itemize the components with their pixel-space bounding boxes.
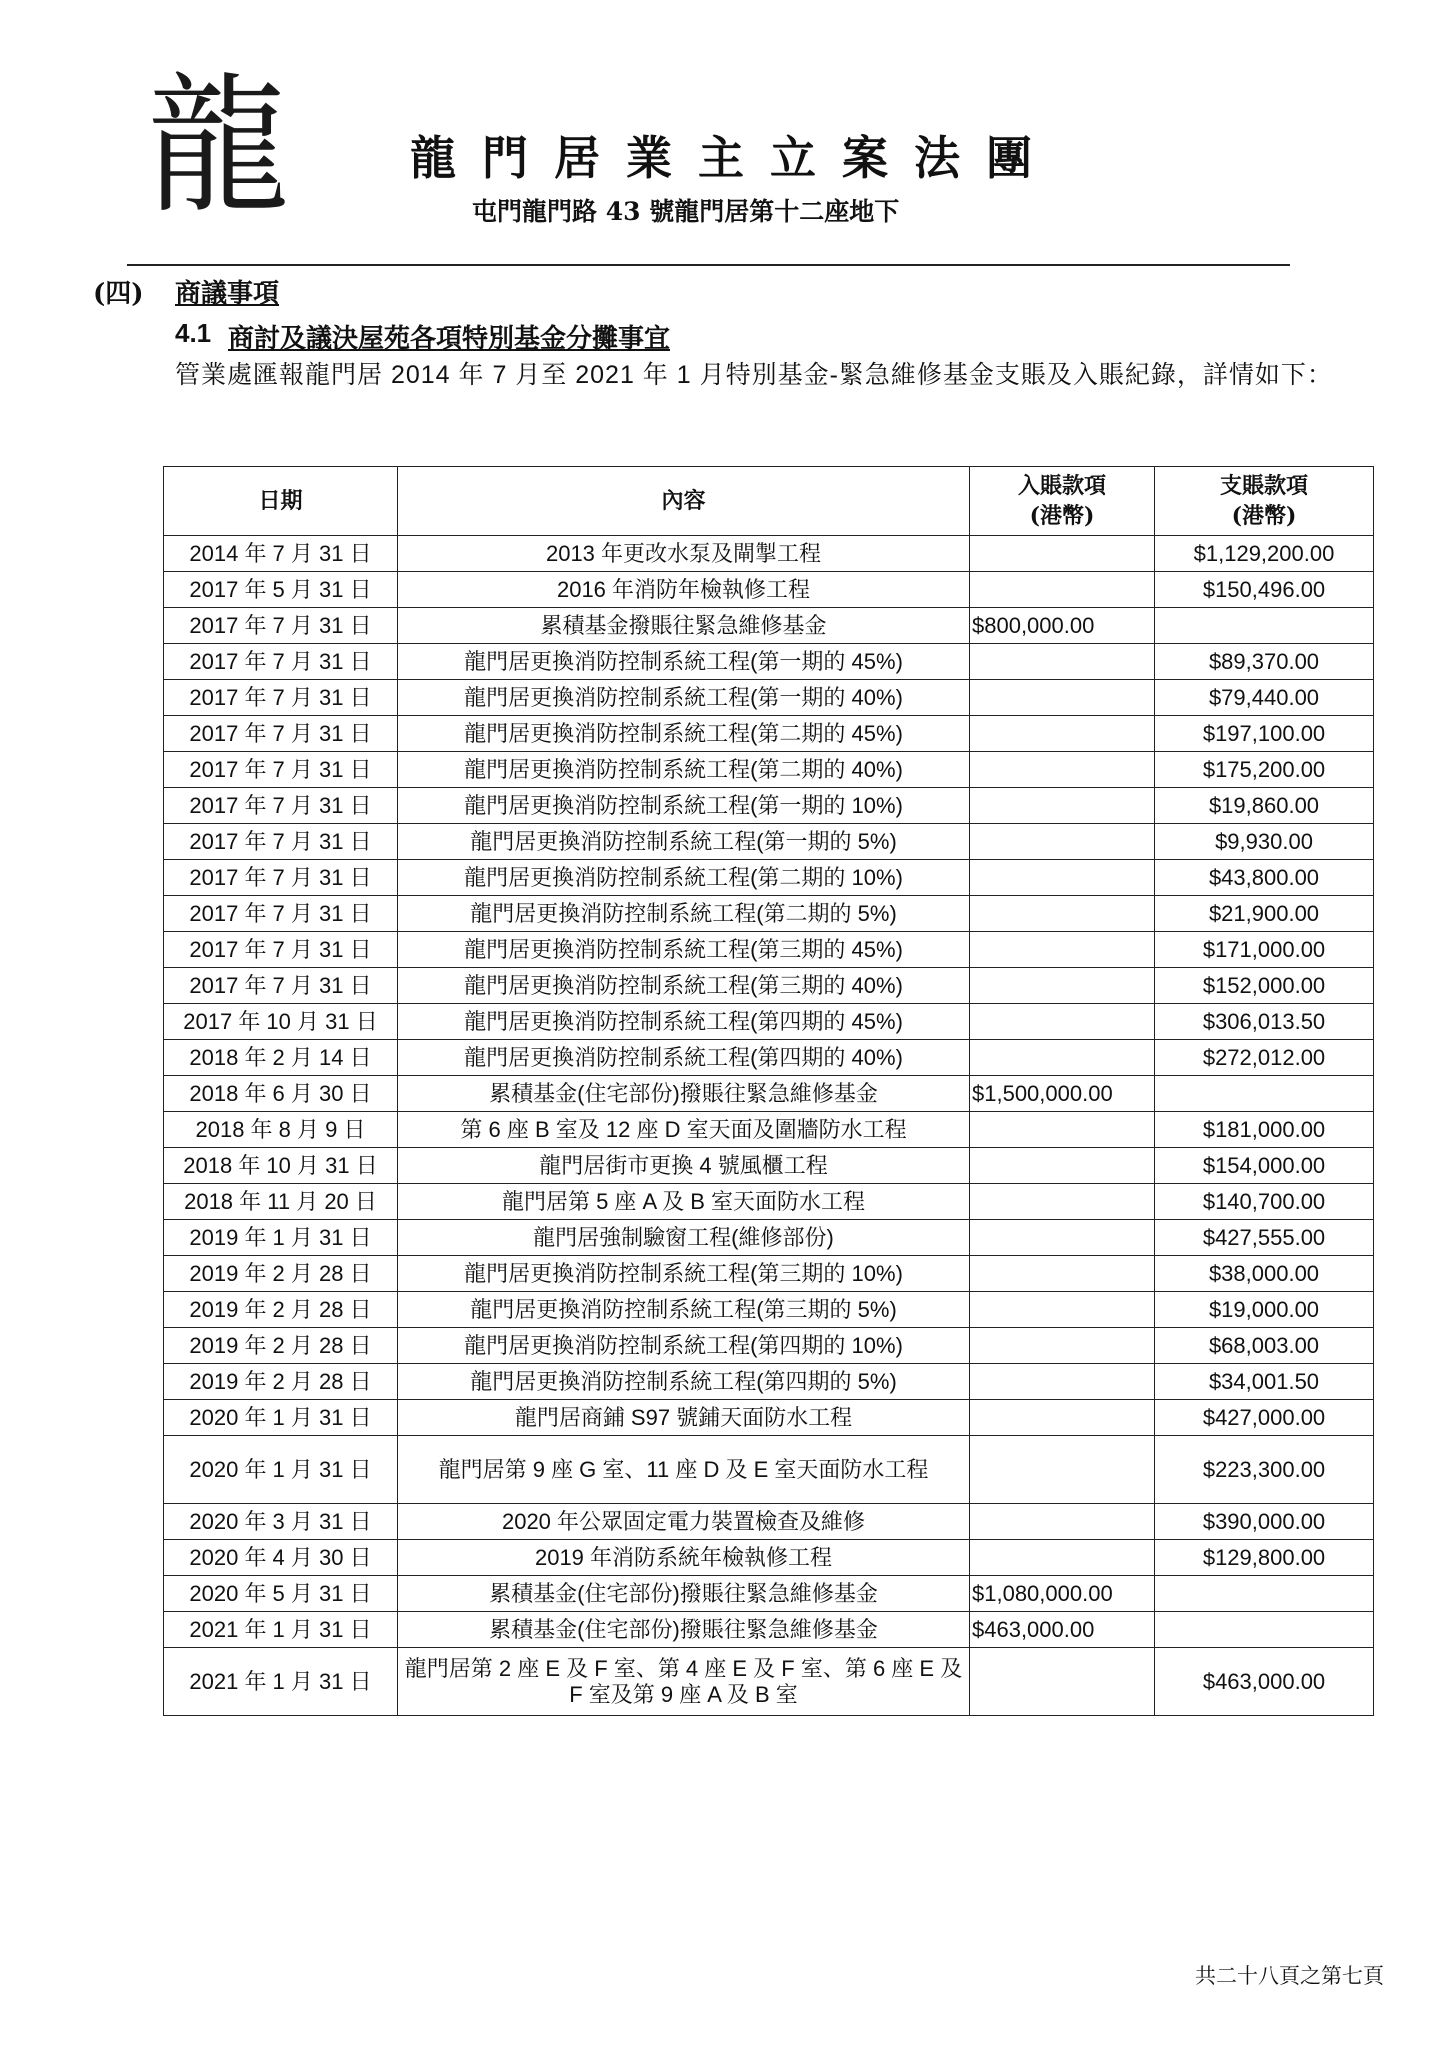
table-row (164, 716, 1374, 752)
cell-date: 2017 年 7 月 31 日 (164, 752, 398, 788)
table-row (164, 608, 1374, 644)
cell-debit: $152,000.00 (1155, 968, 1374, 1004)
header-content: 內容 (398, 467, 970, 536)
cell-debit: $150,496.00 (1155, 572, 1374, 608)
table-row (164, 644, 1374, 680)
table-row (164, 1292, 1374, 1328)
table-row (164, 860, 1374, 896)
cell-content: 龍門居更換消防控制系統工程(第三期的 10%) (398, 1256, 970, 1292)
cell-date: 2021 年 1 月 31 日 (164, 1612, 398, 1648)
cell-credit (970, 572, 1155, 608)
cell-date: 2019 年 1 月 31 日 (164, 1220, 398, 1256)
cell-date: 2019 年 2 月 28 日 (164, 1292, 398, 1328)
cell-debit: $181,000.00 (1155, 1112, 1374, 1148)
table-row (164, 1576, 1374, 1612)
cell-content: 龍門居商鋪 S97 號鋪天面防水工程 (398, 1400, 970, 1436)
table-row (164, 1540, 1374, 1576)
cell-credit (970, 896, 1155, 932)
table-body (164, 536, 1374, 1716)
cell-date: 2017 年 7 月 31 日 (164, 860, 398, 896)
cell-date: 2017 年 7 月 31 日 (164, 788, 398, 824)
fund-ledger-table (163, 466, 1374, 1716)
cell-date: 2014 年 7 月 31 日 (164, 536, 398, 572)
organization-name: 龍門居業主立案法團 (410, 131, 1058, 185)
cell-content: 累積基金撥賬往緊急維修基金 (398, 608, 970, 644)
cell-content: 龍門居強制驗窗工程(維修部份) (398, 1220, 970, 1256)
table-row (164, 1004, 1374, 1040)
cell-credit (970, 1328, 1155, 1364)
cell-credit: $1,500,000.00 (970, 1076, 1155, 1112)
cell-date: 2019 年 2 月 28 日 (164, 1256, 398, 1292)
cell-debit: $463,000.00 (1155, 1648, 1374, 1716)
cell-content: 龍門居更換消防控制系統工程(第二期的 40%) (398, 752, 970, 788)
cell-content: 累積基金(住宅部份)撥賬往緊急維修基金 (398, 1612, 970, 1648)
cell-debit: $43,800.00 (1155, 860, 1374, 896)
cell-content: 龍門居更換消防控制系統工程(第二期的 45%) (398, 716, 970, 752)
cell-date: 2020 年 3 月 31 日 (164, 1504, 398, 1540)
cell-content: 龍門居更換消防控制系統工程(第二期的 5%) (398, 896, 970, 932)
cell-date: 2020 年 5 月 31 日 (164, 1576, 398, 1612)
cell-date: 2019 年 2 月 28 日 (164, 1328, 398, 1364)
table-row (164, 1112, 1374, 1148)
cell-credit (970, 752, 1155, 788)
cell-debit: $89,370.00 (1155, 644, 1374, 680)
cell-date: 2017 年 7 月 31 日 (164, 932, 398, 968)
cell-debit: $390,000.00 (1155, 1504, 1374, 1540)
cell-credit: $463,000.00 (970, 1612, 1155, 1648)
cell-date: 2017 年 7 月 31 日 (164, 896, 398, 932)
cell-debit: $68,003.00 (1155, 1328, 1374, 1364)
page-number: 共二十八頁之第七頁 (1195, 1964, 1384, 1988)
cell-content: 龍門居第 2 座 E 及 F 室、第 4 座 E 及 F 室、第 6 座 E 及 F 室及第 9 座 A 及 B 室 (398, 1648, 970, 1716)
section-title: 商議事項 (175, 279, 280, 309)
cell-date: 2017 年 7 月 31 日 (164, 644, 398, 680)
cell-debit: $154,000.00 (1155, 1148, 1374, 1184)
cell-content: 龍門居更換消防控制系統工程(第二期的 10%) (398, 860, 970, 896)
cell-content: 2019 年消防系統年檢執修工程 (398, 1540, 970, 1576)
table-row (164, 1040, 1374, 1076)
table-row (164, 1220, 1374, 1256)
cell-date: 2017 年 7 月 31 日 (164, 968, 398, 1004)
cell-credit (970, 680, 1155, 716)
cell-debit: $19,000.00 (1155, 1292, 1374, 1328)
cell-content: 龍門居更換消防控制系統工程(第四期的 45%) (398, 1004, 970, 1040)
table-row (164, 788, 1374, 824)
cell-date: 2017 年 7 月 31 日 (164, 680, 398, 716)
cell-date: 2017 年 7 月 31 日 (164, 608, 398, 644)
table-row (164, 1184, 1374, 1220)
cell-credit (970, 932, 1155, 968)
cell-date: 2019 年 2 月 28 日 (164, 1364, 398, 1400)
table-row (164, 680, 1374, 716)
cell-date: 2017 年 7 月 31 日 (164, 716, 398, 752)
cell-credit (970, 716, 1155, 752)
cell-content: 龍門居更換消防控制系統工程(第一期的 45%) (398, 644, 970, 680)
table-row (164, 968, 1374, 1004)
cell-content: 龍門居更換消防控制系統工程(第三期的 40%) (398, 968, 970, 1004)
cell-date: 2020 年 1 月 31 日 (164, 1436, 398, 1504)
table-row (164, 1648, 1374, 1716)
header-divider (127, 264, 1290, 266)
cell-debit: $197,100.00 (1155, 716, 1374, 752)
cell-credit (970, 1040, 1155, 1076)
table-row (164, 1076, 1374, 1112)
cell-debit: $34,001.50 (1155, 1364, 1374, 1400)
cell-date: 2017 年 7 月 31 日 (164, 824, 398, 860)
cell-debit: $427,555.00 (1155, 1220, 1374, 1256)
cell-credit (970, 788, 1155, 824)
cell-credit (970, 1184, 1155, 1220)
cell-content: 龍門居更換消防控制系統工程(第四期的 5%) (398, 1364, 970, 1400)
cell-credit (970, 968, 1155, 1004)
table-header-row (164, 467, 1374, 536)
table-row (164, 572, 1374, 608)
cell-date: 2018 年 2 月 14 日 (164, 1040, 398, 1076)
table-row (164, 752, 1374, 788)
cell-credit (970, 1004, 1155, 1040)
cell-debit: $175,200.00 (1155, 752, 1374, 788)
cell-debit: $9,930.00 (1155, 824, 1374, 860)
cell-content: 累積基金(住宅部份)撥賬往緊急維修基金 (398, 1576, 970, 1612)
cell-content: 龍門居第 5 座 A 及 B 室天面防水工程 (398, 1184, 970, 1220)
cell-date: 2021 年 1 月 31 日 (164, 1648, 398, 1716)
cell-credit (970, 1256, 1155, 1292)
cell-content: 龍門居第 9 座 G 室、11 座 D 及 E 室天面防水工程 (398, 1436, 970, 1504)
cell-credit (970, 644, 1155, 680)
cell-debit (1155, 1076, 1374, 1112)
table-row (164, 896, 1374, 932)
table-row (164, 1364, 1374, 1400)
table-row (164, 1504, 1374, 1540)
table-row (164, 536, 1374, 572)
cell-content: 龍門居更換消防控制系統工程(第四期的 10%) (398, 1328, 970, 1364)
cell-content: 2020 年公眾固定電力裝置檢查及維修 (398, 1504, 970, 1540)
cell-credit: $1,080,000.00 (970, 1576, 1155, 1612)
cell-credit (970, 1292, 1155, 1328)
cell-debit: $427,000.00 (1155, 1400, 1374, 1436)
subsection-number: 4.1 (175, 318, 212, 348)
cell-content: 龍門居更換消防控制系統工程(第三期的 5%) (398, 1292, 970, 1328)
cell-credit (970, 1220, 1155, 1256)
cell-debit: $306,013.50 (1155, 1004, 1374, 1040)
cell-content: 龍門居更換消防控制系統工程(第一期的 40%) (398, 680, 970, 716)
cell-debit: $38,000.00 (1155, 1256, 1374, 1292)
cell-debit: $272,012.00 (1155, 1040, 1374, 1076)
cell-credit (970, 1540, 1155, 1576)
cell-credit (970, 860, 1155, 896)
cell-debit (1155, 608, 1374, 644)
cell-debit: $19,860.00 (1155, 788, 1374, 824)
table-row (164, 1256, 1374, 1292)
cell-date: 2017 年 5 月 31 日 (164, 572, 398, 608)
cell-credit (970, 1148, 1155, 1184)
cell-credit (970, 1112, 1155, 1148)
cell-debit: $140,700.00 (1155, 1184, 1374, 1220)
subsection-title: 商討及議決屋苑各項特別基金分攤事宜 (228, 324, 671, 354)
cell-credit (970, 1400, 1155, 1436)
cell-date: 2018 年 6 月 30 日 (164, 1076, 398, 1112)
cell-date: 2018 年 11 月 20 日 (164, 1184, 398, 1220)
cell-debit (1155, 1576, 1374, 1612)
header-credit: 入賬款項 (港幣) (970, 467, 1155, 536)
cell-date: 2018 年 10 月 31 日 (164, 1148, 398, 1184)
table-row (164, 932, 1374, 968)
cell-content: 累積基金(住宅部份)撥賬往緊急維修基金 (398, 1076, 970, 1112)
cell-debit: $223,300.00 (1155, 1436, 1374, 1504)
cell-content: 龍門居更換消防控制系統工程(第一期的 5%) (398, 824, 970, 860)
table-row (164, 824, 1374, 860)
cell-credit: $800,000.00 (970, 608, 1155, 644)
cell-content: 龍門居更換消防控制系統工程(第四期的 40%) (398, 1040, 970, 1076)
cell-content: 龍門居更換消防控制系統工程(第一期的 10%) (398, 788, 970, 824)
organization-logo (125, 60, 325, 240)
dragon-logo-glyph: 龍 (146, 60, 290, 234)
cell-debit: $129,800.00 (1155, 1540, 1374, 1576)
cell-credit (970, 1436, 1155, 1504)
cell-credit (970, 1364, 1155, 1400)
cell-credit (970, 536, 1155, 572)
table-row (164, 1436, 1374, 1504)
cell-content: 龍門居街市更換 4 號風櫃工程 (398, 1148, 970, 1184)
header-date: 日期 (164, 467, 398, 536)
cell-credit (970, 1648, 1155, 1716)
cell-date: 2020 年 1 月 31 日 (164, 1400, 398, 1436)
cell-date: 2018 年 8 月 9 日 (164, 1112, 398, 1148)
cell-debit: $1,129,200.00 (1155, 536, 1374, 572)
organization-address: 屯門龍門路 43 號龍門居第十二座地下 (472, 197, 900, 226)
cell-debit: $21,900.00 (1155, 896, 1374, 932)
section-number: (四) (93, 279, 144, 309)
table-row (164, 1328, 1374, 1364)
cell-content: 2013 年更改水泵及閘掣工程 (398, 536, 970, 572)
cell-credit (970, 1504, 1155, 1540)
table-row (164, 1148, 1374, 1184)
cell-credit (970, 824, 1155, 860)
table-row (164, 1400, 1374, 1436)
cell-date: 2017 年 10 月 31 日 (164, 1004, 398, 1040)
table-row (164, 1612, 1374, 1648)
cell-debit: $171,000.00 (1155, 932, 1374, 968)
cell-debit (1155, 1612, 1374, 1648)
header-debit: 支賬款項 (港幣) (1155, 467, 1374, 536)
cell-date: 2020 年 4 月 30 日 (164, 1540, 398, 1576)
cell-content: 2016 年消防年檢執修工程 (398, 572, 970, 608)
cell-content: 龍門居更換消防控制系統工程(第三期的 45%) (398, 932, 970, 968)
cell-content: 第 6 座 B 室及 12 座 D 室天面及圍牆防水工程 (398, 1112, 970, 1148)
cell-debit: $79,440.00 (1155, 680, 1374, 716)
intro-paragraph: 管業處匯報龍門居 2014 年 7 月至 2021 年 1 月特別基金-緊急維修基金支賬及入賬紀錄，詳情如下： (175, 361, 1333, 389)
